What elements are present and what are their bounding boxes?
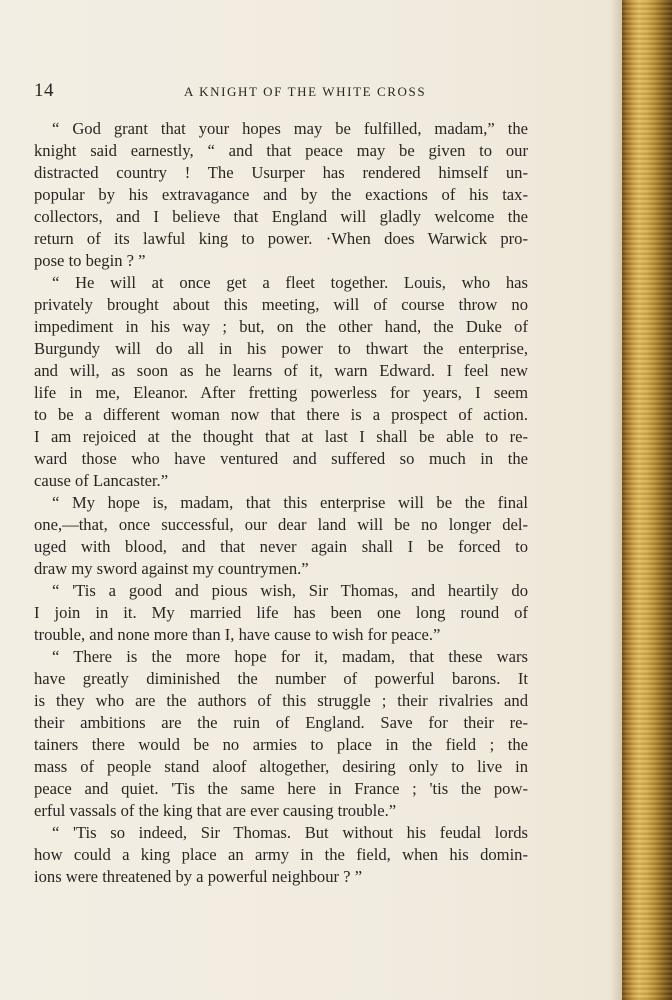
text-line: and will, as soon as he learns of it, warn Edward. I feel new — [34, 361, 528, 380]
text-line: “ 'Tis a good and pious wish, Sir Thomas, and heartily do — [52, 581, 528, 600]
text-line: erful vassals of the king that are ever causing trouble.” — [34, 801, 397, 820]
text-line: “ 'Tis so indeed, Sir Thomas. But without his feudal lords — [52, 823, 528, 842]
text-line: knight said earnestly, “ and that peace may be given to our — [34, 141, 528, 160]
text-line: I am rejoiced at the thought that at last I shall be able to re- — [34, 427, 528, 446]
paragraph — [34, 580, 528, 646]
paragraph — [34, 822, 528, 888]
paragraph — [34, 492, 528, 580]
text-line: to be a different woman now that there is a prospect of action. — [34, 405, 528, 424]
text-line: collectors, and I believe that England will gladly welcome the — [34, 207, 528, 226]
text-line: uged with blood, and that never again shall I be forced to — [34, 537, 528, 556]
text-line: life in me, Eleanor. After fretting powerless for years, I seem — [34, 383, 528, 402]
text-line: “ My hope is, madam, that this enterprise will be the final — [52, 493, 528, 512]
paragraph — [34, 118, 528, 272]
text-line: is they who are the authors of this struggle ; their rivalries and — [34, 691, 528, 710]
text-line: ward those who have ventured and suffered so much in the — [34, 449, 528, 468]
text-line: tainers there would be no armies to place in the field ; the — [34, 735, 528, 754]
text-line: I join in it. My married life has been one long round of — [34, 603, 528, 622]
text-line: distracted country ! The Usurper has rendered himself un- — [34, 163, 528, 182]
text-line: their ambitions are the ruin of England. Save for their re- — [34, 713, 528, 732]
paragraph — [34, 272, 528, 492]
paragraph — [34, 646, 528, 822]
body-text — [34, 118, 528, 888]
text-line: peace and quiet. 'Tis the same here in France ; 'tis the pow- — [34, 779, 528, 798]
text-line: “ There is the more hope for it, madam, that these wars — [52, 647, 528, 666]
text-line: impediment in his way ; but, on the other hand, the Duke of — [34, 317, 528, 336]
gilt-page-edge — [622, 0, 672, 1000]
text-line: ions were threatened by a powerful neighbour ? ” — [34, 867, 363, 886]
text-line: have greatly diminished the number of powerful barons. It — [34, 669, 528, 688]
text-line: pose to begin ? ” — [34, 251, 146, 270]
text-line: trouble, and none more than I, have cause to wish for peace.” — [34, 625, 441, 644]
text-line: “ God grant that your hopes may be fulfilled, madam,” the — [52, 119, 528, 138]
text-line: how could a king place an army in the field, when his domin- — [34, 845, 528, 864]
text-line: mass of people stand aloof altogether, desiring only to live in — [34, 757, 528, 776]
page-header — [34, 80, 528, 104]
text-line: privately brought about this meeting, will of course throw no — [34, 295, 528, 314]
text-line: Burgundy will do all in his power to thwart the enterprise, — [34, 339, 528, 358]
text-line: return of its lawful king to power. ·When does Warwick pro- — [34, 229, 528, 248]
text-line: “ He will at once get a fleet together. Louis, who has — [52, 273, 528, 292]
text-line: one,—that, once successful, our dear land will be no longer del- — [34, 515, 528, 534]
text-line: popular by his extravagance and by the exactions of his tax- — [34, 185, 528, 204]
text-line: draw my sword against my countrymen.” — [34, 559, 309, 578]
text-line: cause of Lancaster.” — [34, 471, 169, 490]
page-number: 14 — [34, 80, 54, 101]
running-title: A KNIGHT OF THE WHITE CROSS — [184, 84, 427, 99]
